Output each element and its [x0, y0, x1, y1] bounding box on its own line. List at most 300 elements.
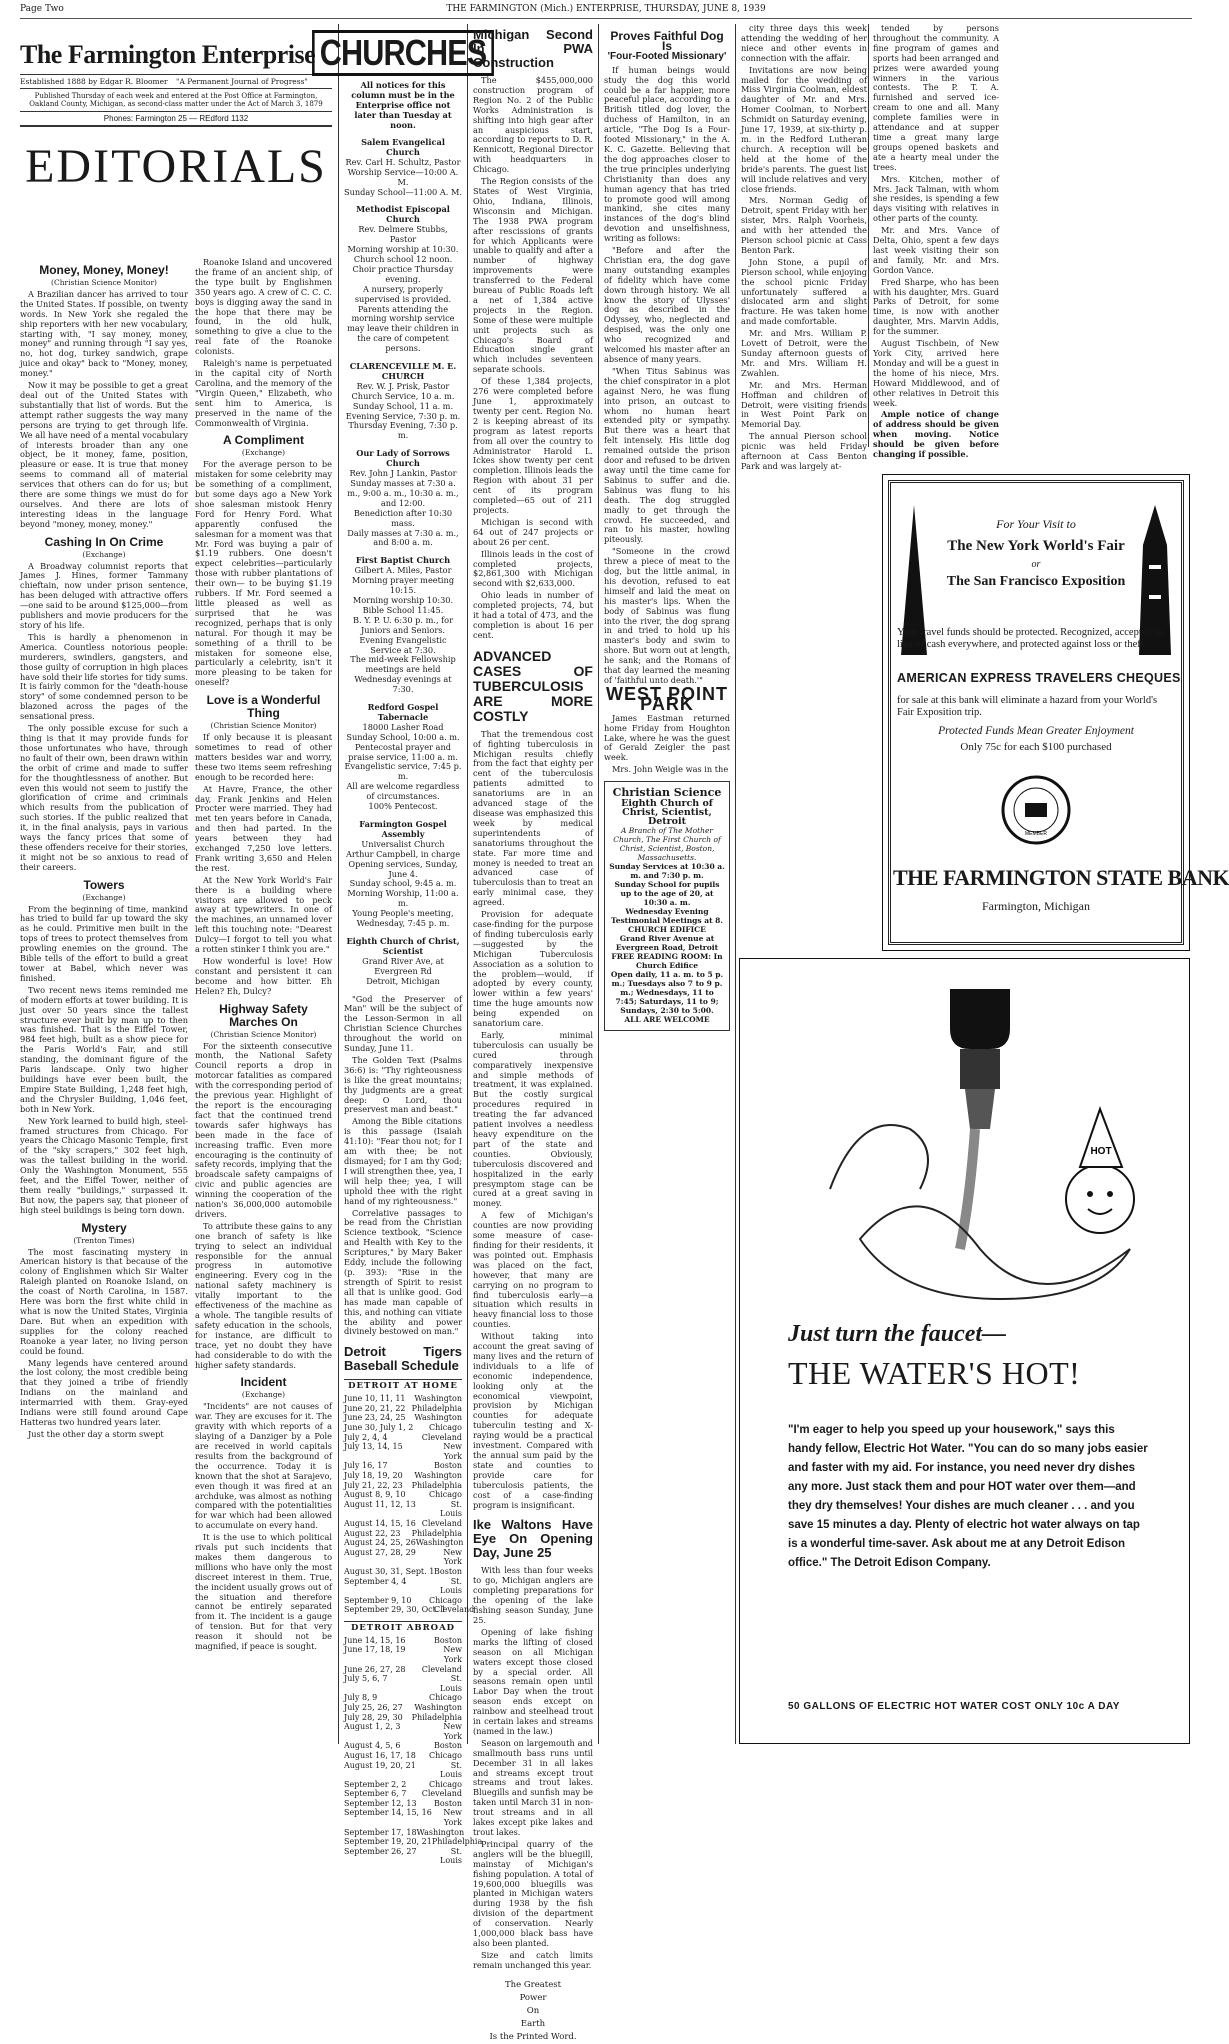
- schedule-row: [344, 1548, 462, 1567]
- schedule-date: September 17, 18: [344, 1827, 417, 1837]
- schedule-date: August 19, 20, 21: [344, 1760, 416, 1770]
- church-detail: Rev. Delmere Stubbs, Pastor: [358, 224, 448, 245]
- schedule-abroad-heading: DETROIT ABROAD: [344, 1621, 462, 1634]
- ad-cheques: AMERICAN EXPRESS TRAVELERS CHEQUES: [897, 671, 1181, 685]
- schedule-row: [344, 1636, 462, 1646]
- schedule-row: [344, 1799, 462, 1809]
- masthead: [20, 28, 332, 202]
- paragraph: Mrs. John Weigle was in the: [612, 764, 729, 775]
- bank-advertisement: [882, 474, 1229, 951]
- paragraph: Mr. and Mrs. William P. Lovett of Detroit, were the Sunday afternoon guests of Mr. and Mrs. William H. Zwahlen.: [741, 328, 867, 378]
- schedule-team: Washington: [416, 1827, 465, 1837]
- schedule-row: [344, 1808, 462, 1827]
- church-detail: Rev. Carl H. Schultz, Pastor: [345, 156, 461, 167]
- schedule-row: [344, 1471, 462, 1481]
- schedule-team: St. Louis: [440, 1674, 462, 1693]
- church-detail: 18000 Lasher Road: [362, 721, 444, 732]
- publication-notice: Published Thursday of each week and entered at the Post Office at Farmington, Oakland County, Michigan, as second-class matter under the Act of March 3, 1879: [20, 89, 332, 112]
- ad-bank-name: THE FARMINGTON STATE BANK: [893, 865, 1229, 890]
- paragraph: Illinois leads in the cost of completed projects, $2,861,300 with Michigan second with $2,633,000.: [473, 548, 593, 589]
- paragraph: The annual Pierson school picnic was held Friday afternoon at Cass Benton Park and was largely at-: [741, 431, 867, 471]
- schedule-team: St. Louis: [440, 1576, 462, 1596]
- schedule-team: New York: [443, 1722, 462, 1741]
- church-detail: B. Y. P. U. 6:30 p. m., for Juniors and Seniors.: [352, 614, 454, 635]
- paragraph: Without taking into account the great saving of many lives and the return of individuals to a life of economic independence, looking only at the economical viewpoint, provision by Michigan counties for adequate tuberculin testing and X-raying would be a practical investment. Compared with the annual sum paid by the state and counties to provide care for tuberculosis patients, the cost of a case-finding program is insignificant.: [473, 1331, 593, 1510]
- paragraph: Mr. and Mrs. Herman Hoffman and children of Detroit, were visiting friends in West Point Park on Memorial Day.: [741, 379, 867, 430]
- church-name: CLARENCEVILLE M. E. CHURCH: [349, 361, 457, 381]
- church-listing: [344, 703, 462, 812]
- schedule-row: [344, 1837, 483, 1847]
- schedule-team: Philadelphia: [411, 1480, 462, 1490]
- schedule-date: July 2, 4, 4: [344, 1432, 388, 1442]
- established-line: Established 1888 by Edgar R. Bloomer: [20, 77, 168, 86]
- paragraph: John Stone, a pupil of Pierson school, while enjoying the school picnic Friday unfortunately suffered a dislocated arm and slight fracture. He was taken home and made comfortable.: [741, 256, 867, 327]
- schedule-team: Chicago: [428, 1750, 462, 1760]
- column-rule: [868, 24, 869, 447]
- column-news: [473, 24, 593, 2042]
- editorial-source: (Trenton Times): [73, 1235, 135, 1245]
- schedule-team: Chicago: [428, 1693, 462, 1703]
- schedule-date: July 25, 26, 27: [344, 1702, 403, 1712]
- motto: "A Permanent Journal of Progress": [176, 77, 308, 86]
- church-detail: Morning prayer meeting 10:15.: [351, 575, 455, 596]
- column-2: [195, 258, 332, 1744]
- page-number: Page Two: [20, 4, 64, 14]
- schedule-team: Chicago: [428, 1779, 462, 1789]
- paragraph: If only because it is pleasant sometimes to read of other matters besides war and worry, these two items seem refreshing enough to be recorded here:: [195, 732, 332, 782]
- schedule-team: Chicago: [428, 1423, 462, 1432]
- column-rule: [598, 24, 599, 1744]
- paragraph: A Brazilian dancer has arrived to tour the United States. If possible, on twenty words. In New York she regaled the ship reporters with her new vocabulary, starting with, "I say money, money, money" and running through "I say yes, no, hot dog, turkey sandwich, grape juice and okay" back to "Money, money, money.": [20, 288, 188, 379]
- church-detail: Sunday school, 9:45 a. m.: [349, 878, 457, 889]
- schedule-date: August 11, 12, 13: [344, 1499, 416, 1509]
- tigers-headline: Detroit Tigers Baseball Schedule: [344, 1344, 462, 1374]
- paragraph: This is hardly a phenomenon in America. Countless notorious people: murderers, swindlers, gangsters, and those guilty of corruption in high places have sold their life stories for tidy sums. It is fairly common for the "death-house story" of some condemned person to be blazoned across the pages of the sensational press.: [20, 631, 188, 722]
- schedule-row: [344, 1490, 462, 1500]
- ad-fair-ny: The New York World's Fair: [947, 538, 1125, 554]
- schedule-date: June 14, 15, 16: [344, 1635, 406, 1645]
- church-name: Redford Gospel Tabernacle: [367, 702, 439, 722]
- paragraph: How wonderful is love! How constant and persistent it can become and how bitter. Eh Helen? Eh, Dulcy?: [195, 956, 332, 996]
- schedule-date: September 26, 27: [344, 1846, 417, 1856]
- schedule-row: [344, 1847, 462, 1866]
- schedule-date: August 30, 31, Sept. 1: [344, 1566, 435, 1576]
- church-listing: [344, 205, 462, 354]
- ad-funds: Your travel funds should be protected. Recognized, accepted in lieu of cash everywhere, and protected against loss or theft: [897, 627, 1163, 650]
- church-detail: Grand River Ave, at Evergreen Rd: [362, 955, 444, 976]
- ad-protected: Protected Funds Mean Greater Enjoyment: [938, 725, 1134, 737]
- ad-fair-sf: The San Francisco Exposition: [946, 574, 1126, 589]
- church-detail: Universalist Church: [361, 838, 445, 849]
- ad-sale: for sale at this bank will eliminate a hazard from your World's Fair Exposition trip.: [897, 695, 1158, 718]
- church-detail: Gilbert A. Miles, Pastor: [354, 565, 452, 576]
- schedule-date: June 20, 21, 22: [344, 1403, 406, 1413]
- paragraph: Raleigh's name is perpetuated in the capital city of North Carolina, and the memory of the "Virgin Queen," Elizabeth, who sent him to America, is preserved in the name of the Commonwealth of Virginia.: [195, 358, 332, 428]
- church-detail: Evangelistic service, 7:45 p. m.: [344, 761, 462, 782]
- editorial-headline: Money, Money, Money!: [39, 263, 169, 277]
- paragraph: Many legends have centered around the lost colony, the most credible being that they joined a tribe of friendly Indians on the mainland and intermarried with them. Gray-eyed Indians were still found around Cape Hatteras two hundred years later.: [20, 1357, 188, 1427]
- church-detail: Arthur Campbell, in charge: [345, 848, 461, 859]
- editorial-source: (Christian Science Monitor): [210, 721, 317, 731]
- schedule-date: August 16, 17, 18: [344, 1750, 416, 1760]
- schedule-date: June 10, 11, 11: [344, 1394, 406, 1404]
- paragraph: Among the Bible citations is this passage (Isaiah 41:10): "Fear thou not; for I am with thee; be not dismayed; for I am thy God; I will strengthen thee, yea, I will help thee; yea, I will uphold thee with the right hand of my righteousness.": [344, 1116, 462, 1206]
- hot-tag: HOT: [1090, 1146, 1112, 1157]
- schedule-team: St. Louis: [440, 1760, 462, 1780]
- schedule-row: [344, 1538, 462, 1548]
- schedule-team: Philadelphia: [411, 1712, 462, 1722]
- schedule-date: August 4, 5, 6: [344, 1741, 401, 1751]
- editorial-headline: A Compliment: [223, 433, 304, 448]
- ad-water-hot: THE WATER'S HOT!: [788, 1355, 1081, 1391]
- schedule-date: June 17, 18, 19: [344, 1645, 406, 1655]
- schedule-team: New York: [443, 1808, 462, 1828]
- paragraph: "Someone in the crowd threw a piece of meat to the dog, but the little animal, in his devotion, refused to eat himself and laid the meat on his master's lips. When the body of Sabinus was flung into the river, the dog sprang in and tried to hold up his master's body and swim to shore. But worn out at length, he sank; and the Romans of that day learned the meaning of 'faithful unto death.'": [604, 546, 730, 685]
- schedule-team: Cleveland: [421, 1664, 462, 1674]
- schedule-row: [344, 1645, 462, 1664]
- schedule-team: Washington: [414, 1413, 462, 1423]
- schedule-team: Boston: [434, 1798, 462, 1808]
- schedule-row: [344, 1577, 462, 1596]
- paragraph: It is the use to which political rivals put such incidents that makes them dangerous to millions who have only the most discreet interest in them. True, the incident usually grows out of the situation and therefore cannot be entirely separated from it. The incident is a gauge of tension. But for that very reason it should not be magnified, if peace is sought.: [195, 1532, 332, 1652]
- church-detail: Thursday Evening, 7:30 p. m.: [348, 420, 458, 441]
- dog-headline: Proves Faithful Dog Is: [610, 29, 724, 53]
- church-name: First Baptist Church: [355, 555, 451, 566]
- svg-text:MEMBER: MEMBER: [1025, 831, 1047, 837]
- cs-church: Eighth Church of Christ, Scientist, Detroit: [621, 798, 713, 828]
- schedule-date: July 8, 9: [344, 1693, 378, 1703]
- ad-visit: For Your Visit to: [996, 517, 1076, 531]
- church-detail: Benediction after 10:30 mass.: [353, 507, 453, 528]
- column-rule: [467, 24, 468, 1744]
- column-social-1: [741, 23, 867, 471]
- paragraph: The most fascinating mystery in American history is that because of the colony of Englishmen which Sir Walter Raleigh planted on Roanoke Island, on the coast of North Carolina, in 1587. Here was born the first white child in what is now the United States, Virginia Dare. But when an expedition with supplies for the colony reached Roanoke a year later, no living person could be found.: [20, 1246, 188, 1356]
- tb-headline: ADVANCED CASES OF TUBERCULOSIS ARE MORE COSTLY: [473, 647, 593, 724]
- church-detail: Pentecostal prayer and praise service, 11:00 a. m.: [348, 741, 458, 762]
- editorials-heading: EDITORIALS: [25, 140, 327, 193]
- schedule-date: September 6, 7: [344, 1789, 407, 1799]
- paragraph: "Incidents" are not causes of war. They are excuses for it. The gravity with which reports of a slaying of a Danziger by a Pole are received in world capitals results from the background of the occurrence. Today it is known that the shot at Sarajevo, even though it was fired at an archduke, was almost as nothing compared with the potentialities for war which had been allowed to accumulate on every hand.: [195, 1401, 332, 1531]
- column-social-2: [873, 23, 999, 460]
- paragraph: Now it may be possible to get a great deal out of the United States with substantially that list of words. But the attempt rather suggests the way many persons are trying to get through life. We all have need of a mental vocabulary of interests broader than any one object, be it money, fame, position, pleasure or ease. It is true that money seems to command all of material services that others can do for us; but there are some things we must do for ourselves. And there are lots of interesting ideas in the language beyond "money, money, money.": [20, 380, 188, 529]
- cs-hours: Open daily, 11 a. m. to 5 p. m.; Tuesdays also 7 to 9 p. m.; Wednesdays, 11 to 7:45; Saturdays, 11 to 9; Sundays, 2:30 to 5:00.: [610, 970, 724, 1016]
- schedule-row: [344, 1605, 475, 1615]
- schedule-team: Washington: [414, 1394, 462, 1404]
- church-name: Methodist Episcopal Church: [356, 204, 450, 225]
- editorial-source: (Exchange): [241, 1390, 286, 1400]
- paragraph: The Region consists of the States of West Virginia, Ohio, Indiana, Illinois, Wisconsin and Michigan. The 1938 PWA program after rescissions of grants for which Applicants were unable to qualify and after a number of highway improvements were transferred to the Federal bureau of Public Roads left a net of 1,384 active projects in the Region. Some of these were multiple unit projects such as Chicago's Board of Education single grant which includes seventeen separate schools.: [473, 176, 593, 375]
- editorial-headline: Towers: [83, 877, 125, 892]
- schedule-team: Cleveland: [434, 1605, 475, 1615]
- column-1: [20, 258, 188, 1744]
- paragraph: Ohio leads in number of completed projects, 74, but it had a total of 473, and the completion is about 16 per cent.: [473, 590, 593, 640]
- church-name: Our Lady of Sorrows Church: [356, 448, 450, 469]
- church-detail: Choir practice Thursday evening.: [352, 263, 454, 284]
- paragraph: Of these 1,384 projects, 276 were completed before June 1, approximately twenty per cent. Region No. 2 is keeping abreast of its program as latest reports from all over the country to Administrator Harold L. Ickes show twenty per cent completion. Illinois leads the Region with about 31 per cent of its program completed—65 out of 211 projects.: [473, 376, 593, 515]
- paragraph: From the beginning of time, mankind has tried to build far up toward the sky as he could. Primitive men built in the tops of trees to protect themselves from prowling enemies on the ground. The Bible tells of the effort to build a great tower at Babel, which never was finished.: [20, 903, 188, 983]
- church-detail: Bible School 11:45.: [362, 604, 444, 615]
- schedule-date: September 12, 13: [344, 1798, 417, 1808]
- cs-address: Grand River Avenue at Evergreen Road, Detroit: [615, 934, 719, 953]
- paragraph: Just the other day a storm swept: [28, 1428, 164, 1439]
- paragraph: The $455,000,000 construction program of Region No. 2 of the Public Works Administration is shifting into high gear after an auspicious start, according to reports to D. R. Kennicott, Regional Director with headquarters in Chicago.: [473, 75, 593, 175]
- paragraph: tended by persons throughout the community. A fine program of games and sports had been arranged and prizes were awarded young winners in the various contests. The P. T. A. furnished and served ice-cream to one and all. Many complete families were in attendance and at supper time a great many large groups opened baskets and ate a hearty meal under the trees.: [873, 23, 999, 172]
- cs-edifice: CHURCH EDIFICE: [628, 925, 706, 935]
- schedule-team: Boston: [434, 1635, 462, 1645]
- schedule-row: [344, 1433, 462, 1443]
- schedule-row: [344, 1413, 462, 1423]
- church-name: Eighth Church of Christ, Scientist: [346, 935, 460, 956]
- church-detail: Evening Service, 7:30 p. m.: [345, 410, 461, 421]
- schedule-row: [344, 1722, 462, 1741]
- fdic-seal-icon: [1001, 775, 1071, 845]
- schedule-team: Boston: [434, 1461, 462, 1471]
- schedule-row: [344, 1394, 462, 1404]
- cs-welcome: ALL ARE WELCOME: [624, 1015, 710, 1025]
- schedule-date: August 27, 28, 29: [344, 1547, 416, 1557]
- schedule-row: [344, 1789, 462, 1799]
- schedule-team: Chicago: [428, 1595, 462, 1605]
- schedule-row: [344, 1761, 462, 1780]
- schedule-date: September 9, 10: [344, 1595, 412, 1605]
- schedule-date: September 19, 20, 21: [344, 1837, 432, 1847]
- schedule-row: [344, 1481, 462, 1491]
- slogan-line: Power: [519, 1992, 547, 2003]
- paragraph: Mr. and Mrs. Vance of Delta, Ohio, spent a few days last week visiting their son and family, Mr. and Mrs. Gordon Vance.: [873, 225, 999, 275]
- paragraph: Mrs. Norman Gedig of Detroit, spent Friday with her sister, Mrs. Ralph Voorheis, and with her attended the Pierson school picnic at Cass Benton Park.: [741, 195, 867, 255]
- church-detail: Church school 12 noon.: [353, 253, 453, 264]
- paragraph: The Golden Text (Psalms 36:6) is: "Thy righteousness is like the great mountains; thy judgments are a great deep: O Lord, thou preservest man and beast.": [344, 1054, 462, 1115]
- schedule-date: July 16, 17: [344, 1461, 388, 1471]
- church-detail: A nursery, properly supervised is provided. Parents attending the morning worship service may leave their children in the care of competent persons.: [347, 283, 459, 354]
- schedule-team: Boston: [434, 1741, 462, 1751]
- paragraph: That the tremendous cost of fighting tuberculosis in Michigan results chiefly from the fact that eighty per cent of the tuberculosis patients admitted to sanatoriums are in an advanced stage of the disease was emphasized this week by medical superintendents of sanatoriums throughout the state. Far more time and money is needed to treat an advanced case of tuberculosis than to treat an early minimal case, they agreed.: [473, 728, 593, 908]
- slogan-line: Earth: [520, 2018, 546, 2029]
- paragraph: At the New York World's Fair there is a building where visitors are allowed to peck away at typewriters. In one of the machines, an unnamed lover left this touching note: "Dearest Dulcy—I forgot to tell you what a rotten stinker I think you are.": [195, 874, 332, 955]
- paragraph: If human beings would study the dog this world could be a far happier, more peaceful place, according to a British titled dog lover, the duchess of Hamilton, in an article, "The Dog Is a Four-footed Missionary," in the A. K. C. Gazette. Believing that the dog approaches closer to the true principles underlying Christianity than does any human agency that has tried to promote good will among mankind, she cites many instances of the dog's blind devotion and unselfishness, writing as follows:: [604, 64, 730, 244]
- schedule-date: September 14, 15, 16: [344, 1808, 432, 1818]
- schedule-date: July 21, 22, 23: [344, 1480, 403, 1490]
- paragraph: Fred Sharpe, who has been with his daughter, Mrs. Guard Parks of Detroit, for some time, is now with another daughter, Mrs. Marvin Addis, for the summer.: [873, 276, 999, 337]
- church-list: [344, 138, 462, 987]
- editorial-source: (Exchange): [82, 549, 126, 559]
- schedule-row: [344, 1827, 465, 1838]
- schedule-team: Cleveland: [421, 1432, 462, 1442]
- church-detail: Sunday School, 10:00 a. m.: [346, 731, 460, 742]
- slogan-line: The Greatest: [504, 1979, 562, 1990]
- church-detail: All are welcome regardless of circumstances.: [346, 781, 460, 802]
- paragraph: Early, minimal tuberculosis can usually be cured through comparatively inexpensive and simple methods of treatment, it was explained. But the costly surgical procedures required in treating the far advanced patient involves a needless heavy expenditure on the part of the state and counties. Obviously, tuberculosis discovered and hospitalized in the early presymptom stage can be cured at a great saving in money.: [473, 1029, 593, 1209]
- schedule-row: [344, 1442, 462, 1461]
- schedule-team: Cleveland: [421, 1789, 462, 1799]
- editorial-headline: Cashing In On Crime: [44, 534, 164, 549]
- schedule-date: June 30, July 1, 2: [344, 1423, 414, 1432]
- column-dog: [604, 24, 730, 1025]
- cs-branch: A Branch of The Mother Church, The First Church of Christ, Scientist, Boston, Massachusetts.: [613, 826, 721, 863]
- schedule-row: [344, 1519, 462, 1529]
- paragraph: "Before and after the Christian era, the dog gave many outstanding examples of fidelity which have come down through history. We all know the story of Ulysses' dog as described in the Odyssey, who, neglected and despised, was the only one who recognized and welcomed his master after an absence of many years.: [604, 245, 730, 364]
- column-rule: [338, 24, 339, 1744]
- paragraph: Size and catch limits remain unchanged this year.: [473, 1949, 593, 1970]
- church-detail: Opening services, Sunday, June 4.: [348, 858, 458, 879]
- schedule-row: [344, 1567, 462, 1577]
- schedule-team: Philadelphia: [411, 1403, 462, 1413]
- slogan-line: Is the Printed Word.: [489, 2031, 577, 2042]
- paragraph: A few of Michigan's counties are now providing some measure of case-finding for their residents, it was pointed out. Emphasis was placed on the fact, however, that many are carrying on no program to find tuberculosis early—a situation which results in heavy financial loss to those counties.: [473, 1210, 593, 1330]
- schedule-row: [344, 1751, 462, 1761]
- editorial-source: (Christian Science Monitor): [51, 278, 157, 287]
- editorial-source: (Christian Science Monitor): [210, 1029, 317, 1039]
- church-detail: Sunday School, 11 a. m.: [352, 400, 454, 411]
- church-detail: Rev. John J Lankin, Pastor: [349, 468, 457, 479]
- schedule-team: Washington: [414, 1470, 462, 1480]
- paragraph: New York learned to build high, steel-framed structures from Chicago. For years the Chicago Masonic Temple, first of the "sky scrapers," 302 feet high, was the tallest building in the world. Only the Washington Monument, 555 feet, and the Eiffel Tower, neither of them really "buildings," surpassed it. But now, the papers say, that pioneer of high steel buildings is being torn down.: [20, 1115, 188, 1215]
- church-detail: Sunday School—11:00 A. M.: [344, 186, 462, 197]
- church-detail: The mid-week Fellowship meetings are held Wednesday evenings at 7:30.: [350, 654, 456, 695]
- schedule-home-heading: DETROIT AT HOME: [344, 1379, 462, 1392]
- paragraph: Invitations are now being mailed for the wedding of Miss Virginia Coolman, eldest daughter of Mr. and Mrs. Homer Coolman, to Norbert Schmidt on Saturday evening, June 17, 1939, at six-thirty p. m. in the Redford Lutheran church. A reception will be held at the home of the bride's parents. The guest list will include relatives and very close friends.: [741, 64, 867, 194]
- paragraph: For the sixteenth consecutive month, the National Safety Council reports a drop in motorcar fatalities as compared with the corresponding period of the previous year. Highlight of the report is the encouraging fact that the continued trend towards safer highways has been made in the face of increasing traffic. Even more encouraging is the continuity of safety records, implying that the broadscale safety campaigns of civic and public agencies are winning the cooperation of the nation's 36,000,000 automobile drivers.: [195, 1040, 332, 1219]
- paragraph: Two recent news items reminded me of modern efforts at tower building. It is just over 50 years since the tallest structure ever built by man up to then was finished. That is the Eiffel Tower, 984 feet high, built as a show piece for the Paris World's Fair, and still standing, the dominant figure of the Paris landscape. Only two higher buildings have ever been built, the Empire State Building, 1,248 feet high, and the Chrysler Building, 1,046 feet, both in New York.: [20, 984, 188, 1114]
- schedule-row: [344, 1596, 462, 1606]
- church-detail: Detroit, Michigan: [366, 975, 440, 986]
- schedule-team: New York: [443, 1442, 462, 1461]
- schedule-date: July 5, 6, 7: [344, 1674, 388, 1684]
- edison-advertisement: [739, 958, 1190, 1744]
- cs-reading: FREE READING ROOM: In Church Edifice: [611, 952, 723, 971]
- running-head: [20, 4, 1192, 19]
- paragraph: James Eastman returned home Friday from Houghton Lake, where he was the guest of Gerald Zeigler the past week.: [604, 712, 730, 763]
- church-detail: Worship Service—10:00 A. M.: [347, 166, 459, 187]
- church-detail: 100% Pentecost.: [368, 801, 438, 812]
- running-title: THE FARMINGTON (Mich.) ENTERPRISE, THURSDAY, JUNE 8, 1939: [446, 4, 766, 14]
- paragraph: city three days this week attending the wedding of her niece and other events in connection with the affair.: [741, 23, 867, 63]
- church-notice: All notices for this column must be in the Enterprise office not later than Tuesday at noon.: [351, 80, 455, 130]
- column-rule: [735, 24, 736, 1744]
- paragraph: At Havre, France, the other day, Frank Jenkins and Helen Procter were married. They had met ten years before in Canada, and then had parted. In the years between they had exchanged 7,250 love letters. Frank writing 3,650 and Helen the rest.: [195, 783, 332, 873]
- church-listing: [344, 362, 462, 441]
- paragraph: Opening of lake fishing marks the lifting of closed season on all Michigan waters except those closed by a special order. All seasons remain open until Labor Day when the trout season ends except on rainbow and steelhead trout in certain lakes and streams (named in the law.): [473, 1626, 593, 1736]
- paragraph: With less than four weeks to go, Michigan anglers are completing preparations for the opening of the lake fishing season Sunday, June 25.: [473, 1565, 593, 1625]
- schedule-date: August 24, 25, 26: [344, 1538, 416, 1548]
- schedule-team: Cleveland: [421, 1518, 462, 1528]
- schedule-date: July 28, 29, 30: [344, 1712, 403, 1722]
- west-point-park-heading: WEST POINT PARK: [606, 683, 728, 714]
- slogan-line: On: [526, 2005, 540, 2016]
- church-detail: Rev. W. J. Prisk, Pastor: [356, 380, 450, 391]
- editorial-source: (Exchange): [241, 448, 286, 458]
- paragraph: Provision for adequate case-finding for the purpose of finding tuberculosis early—suggested by the Michigan Tuberculosis Association as a solution to the problem—would, if adopted by every county, lower within a few years' time the huge amounts now being expended on sanatorium care.: [473, 909, 593, 1029]
- paragraph: Roanoke Island and uncovered the frame of an ancient ship, of the type built by Englishmen 350 years ago. A crew of C. C. C. boys is digging away the sand in the hope that there may be found, in the old hulk, something to give a clue to the real fate of the Roanoke colonists.: [195, 257, 332, 357]
- schedule-date: June 23, 24, 25: [344, 1413, 406, 1423]
- paragraph: August Tischbein, of New York City, arrived here Monday and will be a guest in the home of his niece, Mrs. Howard Middlewood, and of other relatives in Detroit this week.: [873, 338, 999, 408]
- dog-subheadline: 'Four-Footed Missionary': [607, 50, 727, 62]
- schedule-date: August 22, 23: [344, 1528, 401, 1538]
- schedule-date: August 1, 2, 3: [344, 1722, 401, 1732]
- ad-body: "I'm eager to help you speed up your housework," says this handy fellow, Electric Hot Water. "You can do so many jobs easier and faster with my aid. For instance, you need never dry dishes any more. Just stack them and pour HOT water over them—and they dry themselves! Your dishes are much cleaner . . . and you save 15 minutes a day. Plenty of electric hot water always on tap is a wonderful time-saver. Ask about me at any Detroit Edison office." The Detroit Edison Company.: [788, 1424, 1148, 1569]
- schedule-date: July 13, 14, 15: [344, 1442, 403, 1452]
- cs-title: Christian Science: [612, 786, 722, 800]
- schedule-date: September 29, 30, Oct. 1: [344, 1605, 447, 1615]
- schedule-row: [344, 1674, 462, 1693]
- schedule-row: [344, 1693, 462, 1703]
- schedule-team: Philadelphia: [431, 1837, 483, 1847]
- church-detail: Morning worship 10:30.: [352, 594, 454, 605]
- schedule-team: St. Louis: [440, 1846, 462, 1866]
- schedule-team: New York: [443, 1645, 462, 1664]
- church-detail: Morning Worship, 11:00 a. m.: [347, 888, 459, 909]
- schedule-team: Boston: [434, 1566, 462, 1576]
- church-name: Salem Evangelical Church: [361, 137, 445, 157]
- church-detail: Daily masses at 7:30 a. m., and 8:00 a. m.: [347, 527, 459, 548]
- schedule-date: August 8, 9, 10: [344, 1490, 406, 1500]
- schedule-team: Washington: [415, 1538, 464, 1548]
- paragraph: A Broadway columnist reports that James J. Hines, former Tammany chieftain, now under prison sentence, has been deluged with attractive offers—one said to be around $125,000—from publishers and movie producers for the story of his life.: [20, 560, 188, 630]
- schedule-row: [344, 1741, 462, 1751]
- church-detail: Sunday masses at 7:30 a. m., 9:00 a. m., 10:30 a. m., and 12:00.: [347, 478, 459, 508]
- slogan: [473, 1979, 593, 2044]
- church-listing: [344, 138, 462, 197]
- church-listing: [344, 820, 462, 929]
- schedule-row: [344, 1423, 462, 1433]
- paragraph: Correlative passages to be read from the Christian Science textbook, "Science and Health with Key to the Scriptures," by Mary Baker Eddy, include the following (p. 393): "Rise in the strength of Spirit to resist all that is unlike good. God has made man capable of this, and nothing can vitiate the ability and power divinely bestowed on man.": [344, 1207, 462, 1337]
- schedule-date: July 18, 19, 20: [344, 1470, 403, 1480]
- schedule-row: [344, 1665, 462, 1675]
- ad-or: or: [1031, 559, 1041, 570]
- schedule-date: June 26, 27, 28: [344, 1664, 406, 1674]
- ad-faucet-line: Just turn the faucet—: [788, 1321, 1007, 1347]
- paragraph: The only possible excuse for such a thing is that it may provide funds for those unfortunates who have, through no fault of their own, been drawn within the orbit of crime and made to suffer for the thoughtlessness of another. But even this would not seem to justify the glorification of crime and criminals which results from the publication of such stories. If the public realized that it, in the final analysis, pays in various ways the fancy prices that some of these offenders receive for their stories, it might not be so anxious to read of their careers.: [20, 723, 188, 872]
- schedule-row: [344, 1529, 462, 1539]
- schedule-date: September 4, 4: [344, 1576, 407, 1586]
- churches-logo: CHURCHES: [344, 30, 462, 76]
- editorial-headline: Incident: [240, 1375, 287, 1390]
- faucet-illustration-icon: [800, 989, 1160, 1309]
- pwa-headline: Michigan Second In PWA Construction: [473, 27, 593, 70]
- moving-notice: Ample notice of change of address should be given when moving. Notice should be given before changing if possible.: [873, 409, 999, 460]
- church-detail: Evening Evangelistic Service at 7:30.: [359, 634, 447, 655]
- schedule-row: [344, 1780, 462, 1790]
- schedule-team: Washington: [414, 1702, 462, 1712]
- phone-line: Phones: Farmington 25 — REdford 1132: [20, 112, 332, 127]
- ike-headline: Ike Waltons Have Eye On Opening Day, June 25: [473, 1517, 593, 1561]
- editorial-headline: Mystery: [81, 1220, 127, 1235]
- ad-bank-city: Farmington, Michigan: [982, 899, 1090, 913]
- newspaper-title: The Farmington Enterprise: [20, 40, 316, 69]
- church-detail: Church Service, 10 a. m.: [351, 390, 455, 401]
- church-listing: [344, 449, 462, 548]
- ad-price: Only 75c for each $100 purchased: [960, 741, 1112, 753]
- paragraph: "God the Preserver of Man" will be the subject of the Lesson-Sermon in all Christian Science Churches throughout the world on Sunday, June 11.: [344, 993, 462, 1054]
- masthead-sub: [20, 74, 332, 89]
- baseball-schedule: [344, 1379, 483, 1866]
- cs-services: Sunday Services at 10:30 a. m. and 7:30 p. m.: [609, 862, 725, 881]
- editorial-headline: Love is a Wonderful Thing: [206, 693, 321, 721]
- schedule-team: New York: [443, 1547, 462, 1567]
- ad-footer: 50 GALLONS OF ELECTRIC HOT WATER COST ONLY 10c A DAY: [788, 1701, 1120, 1712]
- paragraph: Principal quarry of the anglers will be the bluegill, mainstay of Michigan's fishing population. A total of 19,600,000 bluegills was planted in Michigan waters during 1938 by the fish division of the department of conservation. Nearly 1,000,000 black bass have also been planted.: [473, 1838, 593, 1948]
- church-detail: Young People's meeting, Wednesday, 7:45 p. m.: [352, 908, 454, 929]
- editorial-source: (Exchange): [82, 892, 126, 902]
- paragraph: Michigan is second with 64 out of 247 projects or about 26 per cent.: [473, 516, 593, 547]
- schedule-row: [344, 1703, 462, 1713]
- schedule-team: Philadelphia: [411, 1528, 462, 1538]
- paragraph: Season on largemouth and smallmouth bass runs until December 31 in all lakes and streams except trout streams and trout lakes. Bluegills and sunfish may be taken until March 31 in non-trout streams and in all lakes except pike lakes and trout lakes.: [473, 1737, 593, 1837]
- editorial-headline: Highway Safety Marches On: [219, 1001, 308, 1029]
- cs-wednesday: Wednesday Evening Testimonial Meetings at 8.: [610, 907, 724, 926]
- church-listing: [344, 556, 462, 695]
- schedule-date: August 14, 15, 16: [344, 1518, 416, 1528]
